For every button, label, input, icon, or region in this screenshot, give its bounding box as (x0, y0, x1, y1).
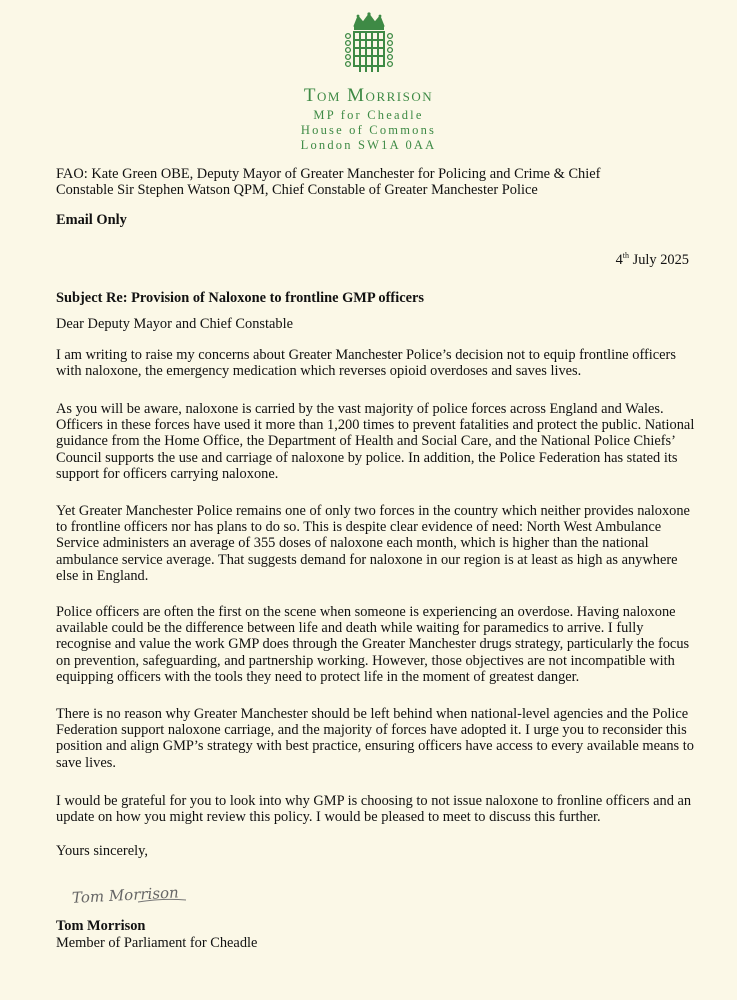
mp-name-heading: Tom Morrison (303, 85, 434, 106)
mp-constituency: MP for Cheadle (313, 108, 424, 122)
closing: Yours sincerely, (56, 843, 148, 859)
paragraph-6: I would be grateful for you to look into why GMP is choosing to not issue naloxone to fronline officers and an update on how you might review this policy. I would be pleased to meet to discuss this further. (56, 793, 692, 826)
house-name: House of Commons (300, 123, 437, 137)
portcullis-crest-icon (334, 12, 404, 82)
paragraph-5: There is no reason why Greater Manchester should be left behind when national-level agencies and the Police Federation support naloxone carriage, and the majority of forces have adopted it. I urge you to reconsider this position and align GMP’s strategy with best practice, ensuring officers have access to every available means to save lives. (56, 706, 694, 771)
signoff-name: Tom Morrison (56, 918, 146, 934)
paragraph-2: As you will be aware, naloxone is carried by the vast majority of police forces across England and Wales. Officers in these forces have used it more than 1,200 times to prevent fatalities and protect the public. National guidance from the Home Office, the Department of Health and Social Care, and the National Police Chiefs’ Council supports the use and carriage of naloxone by police. In addition, the Police Federation has stated its support for officers carrying naloxone. (56, 401, 695, 482)
svg-text:Tom Morrison: Tom Morrison (71, 883, 180, 907)
subject-line: Subject Re: Provision of Naloxone to frontline GMP officers (56, 290, 424, 306)
email-only-label: Email Only (56, 212, 127, 228)
house-address: London SW1A 0AA (300, 138, 437, 152)
signoff-title: Member of Parliament for Cheadle (56, 935, 258, 951)
handwritten-signature (68, 876, 198, 912)
paragraph-1: I am writing to raise my concerns about Greater Manchester Police’s decision not to equip frontline officers with naloxone, the emergency medication which reverses opioid overdoses and saves lives. (56, 347, 676, 380)
fao-line: FAO: Kate Green OBE, Deputy Mayor of Greater Manchester for Policing and Crime & Chief Constable Sir Stephen Watson QPM, Chief Constable of Greater Manchester Police (56, 166, 601, 199)
paragraph-4: Police officers are often the first on the scene when someone is experiencing an overdose. Having naloxone available could be the difference between life and death while waiting for paramedics to arrive. I fully recognise and value the work GMP does through the Greater Manchester drugs strategy, particularly the focus on prevention, safeguarding, and partnership working. However, those objectives are not incompatible with equipping officers with the tools they need to protect life in the moment of greatest danger. (56, 604, 690, 685)
letter-date: 4th July 2025 (615, 251, 689, 268)
paragraph-3: Yet Greater Manchester Police remains one of only two forces in the country which neither provides naloxone to frontline officers nor has plans to do so. This is despite clear evidence of need: North West Ambulance Service administers an average of 355 doses of naloxone each month, which is higher than the national ambulance service average. That suggests demand for naloxone in our region is at least as high as anywhere else in England. (56, 503, 690, 584)
letterhead (0, 12, 737, 153)
salutation: Dear Deputy Mayor and Chief Constable (56, 316, 293, 332)
